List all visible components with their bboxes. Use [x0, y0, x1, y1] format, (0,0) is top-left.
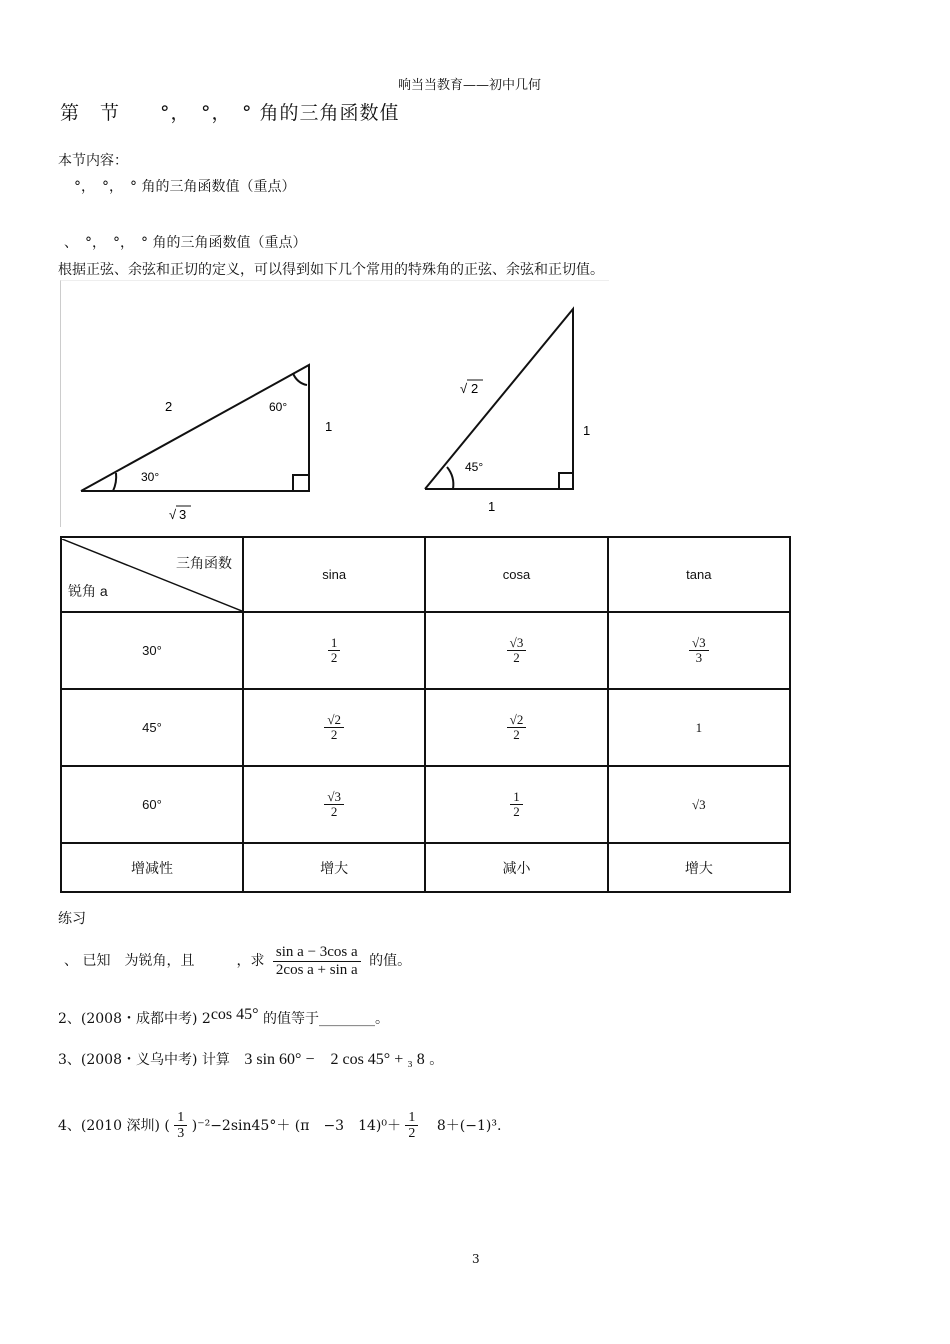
exercise-4: 4、(2010 深圳) ( $\frac{1}{3}$ )⁻²−2sin45°＋ (π −3 14)⁰＋ $\frac{1}{2}$ 8＋(−1)³.	[58, 1110, 502, 1142]
sin30-cell: $\frac{1}{2}$	[243, 612, 425, 689]
corner-top-label: 三角函数	[176, 554, 232, 571]
header-cos: cosa	[425, 537, 607, 612]
header-tan: tana	[608, 537, 790, 612]
trig-values-table	[60, 536, 791, 893]
tan45-cell: 1	[608, 689, 790, 766]
table-corner-cell	[61, 537, 243, 612]
section-title: 第 节 °， °， ° 角的三角函数值	[60, 102, 400, 124]
exercise-1: 、 已知 为锐角，且 ，求 $\frac{\text{sin a − 3cos a}}{\text{2cos a + sin a}}$ 的值。	[64, 944, 412, 978]
exercise-2: 2、(2008・成都中考) 2cos 45° 的值等于________。	[58, 1006, 390, 1027]
corner-bottom-label: 锐角 a	[68, 582, 108, 599]
tan60-cell: √3	[608, 766, 790, 843]
triangle-30-60	[81, 365, 309, 491]
tri2-angle: 45°	[465, 460, 484, 474]
angle-cell: 45°	[61, 689, 243, 766]
sin60-cell: $\frac{√3}{2}$	[243, 766, 425, 843]
tri1-angle-left: 30°	[141, 470, 160, 484]
svg-text:√: √	[169, 507, 177, 522]
angle-cell: 60°	[61, 766, 243, 843]
tri2-hyp-label: 2	[471, 381, 479, 396]
tri1-hyp-label: 2	[165, 399, 173, 414]
svg-text:√: √	[460, 381, 468, 396]
table-row	[61, 843, 790, 892]
tri2-base-label: 1	[488, 499, 496, 514]
header-sin: sina	[243, 537, 425, 612]
table-row	[61, 766, 790, 843]
intro-item-a: °， °， ° 角的三角函数值（重点）	[74, 179, 296, 195]
exercises-label: 练习	[58, 911, 86, 927]
tan30-cell: $\frac{√3}{3}$	[608, 612, 790, 689]
page-header: 响当当教育——初中几何	[398, 78, 542, 93]
mono-sin-cell: 增大	[243, 843, 425, 892]
intro-label: 本节内容：	[58, 153, 128, 169]
mono-label-cell: 增减性	[61, 843, 243, 892]
intro-item-b: 、 °， °， ° 角的三角函数值（重点）	[64, 235, 307, 251]
cos60-cell: $\frac{1}{2}$	[425, 766, 607, 843]
table-row	[61, 612, 790, 689]
angle-cell: 30°	[61, 612, 243, 689]
mono-tan-cell: 增大	[608, 843, 790, 892]
cos45-cell: $\frac{√2}{2}$	[425, 689, 607, 766]
mono-cos-cell: 减小	[425, 843, 607, 892]
tri1-angle-top: 60°	[269, 400, 288, 414]
triangle-figure	[60, 280, 609, 527]
intro-description: 根据正弦、余弦和正切的定义，可以得到如下几个常用的特殊角的正弦、余弦和正切值。	[58, 262, 604, 278]
cos30-cell: $\frac{√3}{2}$	[425, 612, 607, 689]
tri1-base-label: 3	[179, 507, 187, 522]
tri2-leg-label: 1	[583, 423, 591, 438]
sin45-cell: $\frac{√2}{2}$	[243, 689, 425, 766]
exercise-3: 3、(2008・义乌中考) 计算 3 sin 60° − 2 cos 45° + ₃ 8 。	[58, 1051, 444, 1068]
tri1-leg-label: 1	[325, 419, 333, 434]
page-number: 3	[472, 1252, 480, 1266]
triangle-45	[425, 309, 573, 489]
table-row	[61, 689, 790, 766]
